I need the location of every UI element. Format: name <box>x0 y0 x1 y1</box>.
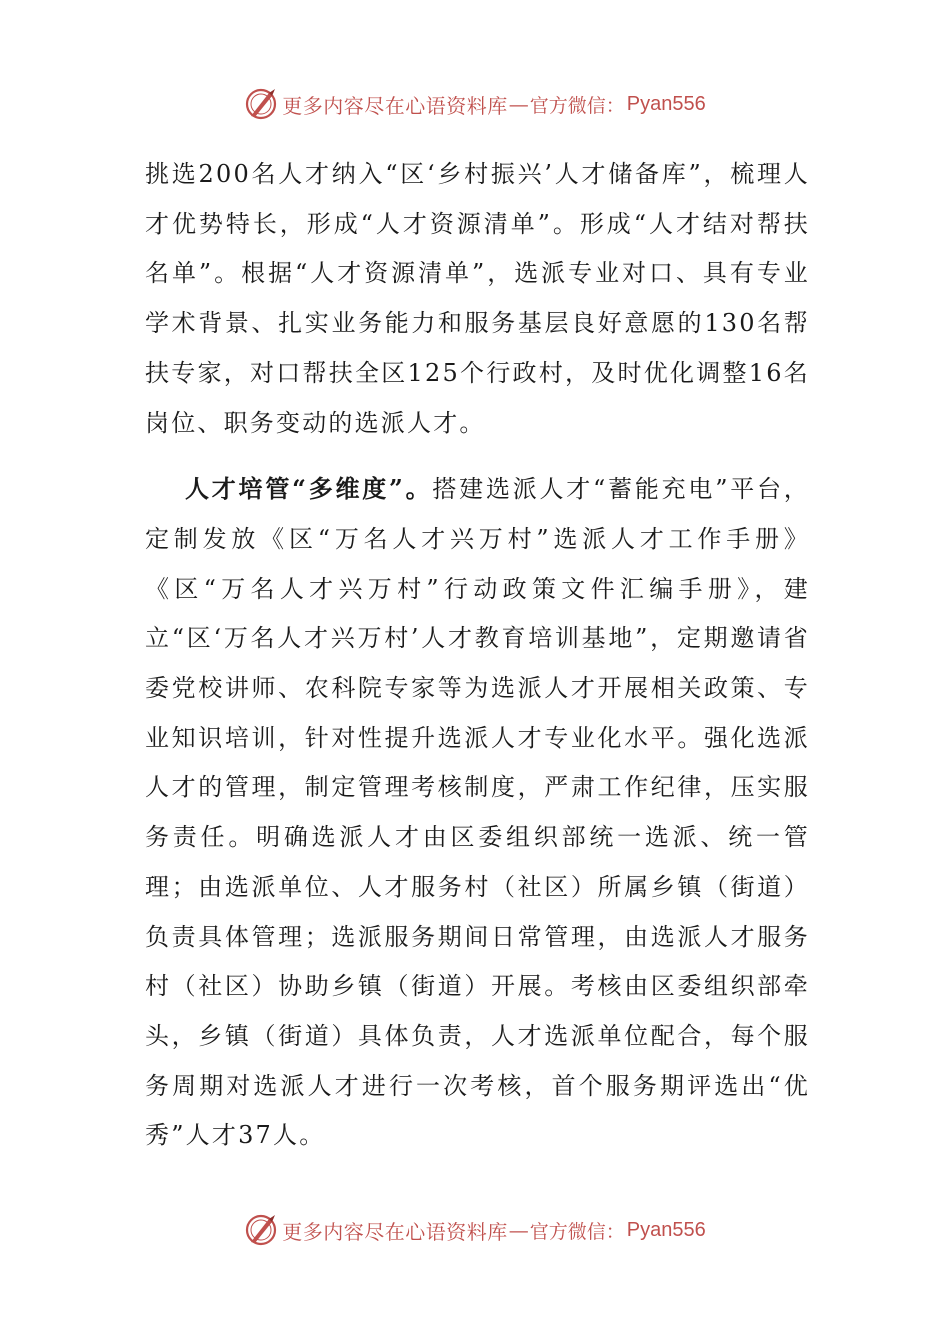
quill-seal-icon <box>244 1213 278 1247</box>
watermark-official-label: 官方微信： <box>529 1220 625 1243</box>
watermark-brand-text: 更多内容尽在心语资料库 <box>282 1219 508 1244</box>
document-body <box>145 150 810 1161</box>
paragraph-talent-training <box>145 464 810 1161</box>
header-watermark <box>0 84 950 124</box>
paragraph-training-body: 搭建选派人才“蓄能充电”平台，定制发放《区“万名人才兴万村”选派人才工作手册》《区“万名人才兴万村”行动政策文件汇编手册》，建立“区‘万名人才兴万村’人才教育培训基地”，定期邀请省委党校讲师、农科院专家等为选派人才开展相关政策、专业知识培训，针对性提升选派人才专业化水平。强化选派人才的管理，制定管理考核制度，严肃工作纪律，压实服务责任。明确选派人才由区委组织部统一选派、统一管理；由选派单位、人才服务村（社区）所属乡镇（街道）负责具体管理；选派服务期间日常管理，由选派人才服务村（社区）协助乡镇（街道）开展。考核由区委组织部牵头，乡镇（街道）具体负责，人才选派单位配合，每个服务周期对选派人才进行一次考核，首个服务期评选出“优秀”人才37人。 <box>145 475 811 1150</box>
watermark-dash: — <box>508 92 529 116</box>
watermark-wechat-id: Pyan556 <box>626 1218 706 1241</box>
quill-seal-icon <box>244 87 278 121</box>
watermark-official-label: 官方微信： <box>529 94 625 117</box>
paragraph-talent-pool: 挑选200名人才纳入“区‘乡村振兴’人才储备库”，梳理人才优势特长，形成“人才资源清单”。形成“人才结对帮扶名单”。根据“人才资源清单”，选派专业对口、具有专业学术背景、扎实业务能力和服务基层良好意愿的130名帮扶专家，对口帮扶全区125个行政村，及时优化调整16名岗位、职务变动的选派人才。 <box>145 160 810 437</box>
watermark-dash: — <box>508 1218 529 1242</box>
watermark-brand-text: 更多内容尽在心语资料库 <box>282 93 508 118</box>
paragraph-lead-heading: 人才培管“多维度”。 <box>185 474 433 504</box>
watermark-wechat-id: Pyan556 <box>626 92 706 115</box>
footer-watermark <box>0 1210 950 1250</box>
